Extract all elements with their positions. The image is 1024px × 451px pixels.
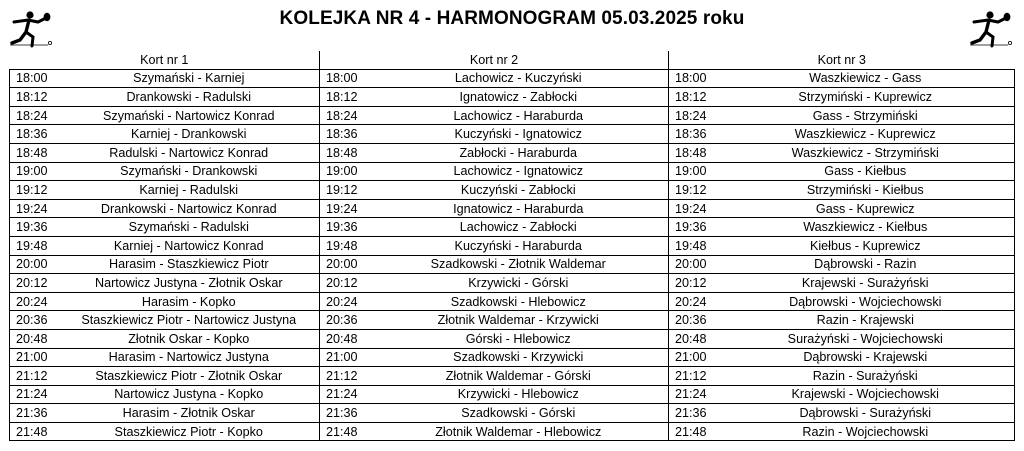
table-row	[10, 88, 1015, 107]
time-cell: 19:36	[320, 218, 369, 237]
time-cell: 21:00	[320, 348, 369, 367]
match-cell: Karniej - Nartowicz Konrad	[59, 236, 320, 255]
table-row	[10, 125, 1015, 144]
match-cell: Nartowicz Justyna - Złotnik Oskar	[59, 274, 320, 293]
time-cell: 20:12	[320, 274, 369, 293]
match-cell: Zabłocki - Haraburda	[369, 143, 669, 162]
table-row	[10, 292, 1015, 311]
match-cell: Szadkowski - Górski	[369, 404, 669, 423]
court-header-row	[10, 51, 1015, 69]
time-cell: 18:12	[320, 88, 369, 107]
match-cell: Szymański - Karniej	[59, 69, 320, 88]
time-cell: 18:24	[320, 106, 369, 125]
match-cell: Kuczyński - Ignatowicz	[369, 125, 669, 144]
time-cell: 21:36	[669, 404, 717, 423]
match-cell: Lachowicz - Zabłocki	[369, 218, 669, 237]
time-cell: 18:36	[10, 125, 59, 144]
match-cell: Harasim - Nartowicz Justyna	[59, 348, 320, 367]
time-cell: 20:36	[669, 311, 717, 330]
table-row	[10, 329, 1015, 348]
match-cell: Staszkiewicz Piotr - Nartowicz Justyna	[59, 311, 320, 330]
time-cell: 18:48	[320, 143, 369, 162]
match-cell: Radulski - Nartowicz Konrad	[59, 143, 320, 162]
court-header: Kort nr 1	[10, 51, 320, 69]
time-cell: 21:00	[669, 348, 717, 367]
table-row	[10, 69, 1015, 88]
match-cell: Waszkiewicz - Gass	[717, 69, 1015, 88]
time-cell: 18:48	[669, 143, 717, 162]
match-cell: Szadkowski - Złotnik Waldemar	[369, 255, 669, 274]
match-cell: Harasim - Złotnik Oskar	[59, 404, 320, 423]
time-cell: 21:24	[320, 385, 369, 404]
schedule-body	[10, 69, 1015, 441]
match-cell: Lachowicz - Kuczyński	[369, 69, 669, 88]
time-cell: 19:00	[10, 162, 59, 181]
time-cell: 21:36	[320, 404, 369, 423]
match-cell: Drankowski - Nartowicz Konrad	[59, 199, 320, 218]
match-cell: Harasim - Kopko	[59, 292, 320, 311]
time-cell: 19:12	[10, 181, 59, 200]
time-cell: 18:24	[10, 106, 59, 125]
time-cell: 20:24	[10, 292, 59, 311]
page-title: KOLEJKA NR 4 - HARMONOGRAM 05.03.2025 roku	[279, 8, 745, 29]
time-cell: 20:48	[669, 329, 717, 348]
time-cell: 21:24	[669, 385, 717, 404]
table-row	[10, 162, 1015, 181]
time-cell: 19:36	[669, 218, 717, 237]
time-cell: 21:36	[10, 404, 59, 423]
match-cell: Złotnik Waldemar - Górski	[369, 367, 669, 386]
table-row	[10, 181, 1015, 200]
time-cell: 20:24	[320, 292, 369, 311]
match-cell: Szymański - Radulski	[59, 218, 320, 237]
time-cell: 21:48	[669, 422, 717, 441]
time-cell: 19:36	[10, 218, 59, 237]
match-cell: Szadkowski - Hlebowicz	[369, 292, 669, 311]
match-cell: Nartowicz Justyna - Kopko	[59, 385, 320, 404]
match-cell: Krzywicki - Hlebowicz	[369, 385, 669, 404]
match-cell: Harasim - Staszkiewicz Piotr	[59, 255, 320, 274]
schedule-table	[9, 51, 1015, 441]
match-cell: Surażyński - Wojciechowski	[717, 329, 1015, 348]
match-cell: Szadkowski - Krzywicki	[369, 348, 669, 367]
time-cell: 20:12	[10, 274, 59, 293]
match-cell: Dąbrowski - Krajewski	[717, 348, 1015, 367]
time-cell: 21:48	[320, 422, 369, 441]
match-cell: Gass - Kuprewicz	[717, 199, 1015, 218]
table-row	[10, 236, 1015, 255]
table-row	[10, 199, 1015, 218]
table-row	[10, 367, 1015, 386]
time-cell: 20:48	[10, 329, 59, 348]
match-cell: Szymański - Nartowicz Konrad	[59, 106, 320, 125]
match-cell: Razin - Krajewski	[717, 311, 1015, 330]
match-cell: Kuczyński - Haraburda	[369, 236, 669, 255]
match-cell: Drankowski - Radulski	[59, 88, 320, 107]
time-cell: 18:12	[669, 88, 717, 107]
time-cell: 19:00	[669, 162, 717, 181]
match-cell: Razin - Surażyński	[717, 367, 1015, 386]
match-cell: Kiełbus - Kuprewicz	[717, 236, 1015, 255]
match-cell: Lachowicz - Ignatowicz	[369, 162, 669, 181]
match-cell: Dąbrowski - Wojciechowski	[717, 292, 1015, 311]
time-cell: 20:36	[320, 311, 369, 330]
time-cell: 20:00	[10, 255, 59, 274]
match-cell: Ignatowicz - Haraburda	[369, 199, 669, 218]
match-cell: Waszkiewicz - Kiełbus	[717, 218, 1015, 237]
match-cell: Złotnik Oskar - Kopko	[59, 329, 320, 348]
table-row	[10, 404, 1015, 423]
time-cell: 19:12	[669, 181, 717, 200]
table-row	[10, 255, 1015, 274]
time-cell: 20:24	[669, 292, 717, 311]
match-cell: Ignatowicz - Zabłocki	[369, 88, 669, 107]
match-cell: Krajewski - Wojciechowski	[717, 385, 1015, 404]
match-cell: Krajewski - Surażyński	[717, 274, 1015, 293]
time-cell: 20:00	[669, 255, 717, 274]
time-cell: 20:12	[669, 274, 717, 293]
time-cell: 18:36	[669, 125, 717, 144]
match-cell: Karniej - Radulski	[59, 181, 320, 200]
time-cell: 21:24	[10, 385, 59, 404]
table-row	[10, 274, 1015, 293]
table-row	[10, 143, 1015, 162]
match-cell: Staszkiewicz Piotr - Kopko	[59, 422, 320, 441]
time-cell: 19:24	[10, 199, 59, 218]
match-cell: Strzymiński - Kuprewicz	[717, 88, 1015, 107]
match-cell: Strzymiński - Kiełbus	[717, 181, 1015, 200]
time-cell: 21:48	[10, 422, 59, 441]
match-cell: Gass - Strzymiński	[717, 106, 1015, 125]
time-cell: 18:00	[669, 69, 717, 88]
time-cell: 21:12	[320, 367, 369, 386]
time-cell: 20:00	[320, 255, 369, 274]
time-cell: 19:48	[320, 236, 369, 255]
time-cell: 18:48	[10, 143, 59, 162]
time-cell: 18:12	[10, 88, 59, 107]
court-header: Kort nr 2	[320, 51, 669, 69]
table-row	[10, 385, 1015, 404]
time-cell: 18:24	[669, 106, 717, 125]
time-cell: 18:36	[320, 125, 369, 144]
table-row	[10, 311, 1015, 330]
match-cell: Waszkiewicz - Kuprewicz	[717, 125, 1015, 144]
match-cell: Karniej - Drankowski	[59, 125, 320, 144]
match-cell: Szymański - Drankowski	[59, 162, 320, 181]
time-cell: 19:00	[320, 162, 369, 181]
match-cell: Górski - Hlebowicz	[369, 329, 669, 348]
table-row	[10, 106, 1015, 125]
match-cell: Lachowicz - Haraburda	[369, 106, 669, 125]
table-row	[10, 348, 1015, 367]
table-row	[10, 218, 1015, 237]
time-cell: 19:48	[10, 236, 59, 255]
match-cell: Krzywicki - Górski	[369, 274, 669, 293]
table-row	[10, 422, 1015, 441]
time-cell: 20:48	[320, 329, 369, 348]
court-header: Kort nr 3	[669, 51, 1015, 69]
match-cell: Gass - Kiełbus	[717, 162, 1015, 181]
match-cell: Staszkiewicz Piotr - Złotnik Oskar	[59, 367, 320, 386]
match-cell: Kuczyński - Zabłocki	[369, 181, 669, 200]
time-cell: 21:12	[10, 367, 59, 386]
time-cell: 21:00	[10, 348, 59, 367]
time-cell: 21:12	[669, 367, 717, 386]
time-cell: 19:24	[320, 199, 369, 218]
time-cell: 19:24	[669, 199, 717, 218]
match-cell: Złotnik Waldemar - Hlebowicz	[369, 422, 669, 441]
time-cell: 19:12	[320, 181, 369, 200]
match-cell: Dąbrowski - Surażyński	[717, 404, 1015, 423]
match-cell: Razin - Wojciechowski	[717, 422, 1015, 441]
time-cell: 19:48	[669, 236, 717, 255]
match-cell: Złotnik Waldemar - Krzywicki	[369, 311, 669, 330]
match-cell: Dąbrowski - Razin	[717, 255, 1015, 274]
time-cell: 20:36	[10, 311, 59, 330]
match-cell: Waszkiewicz - Strzymiński	[717, 143, 1015, 162]
time-cell: 18:00	[10, 69, 59, 88]
time-cell: 18:00	[320, 69, 369, 88]
